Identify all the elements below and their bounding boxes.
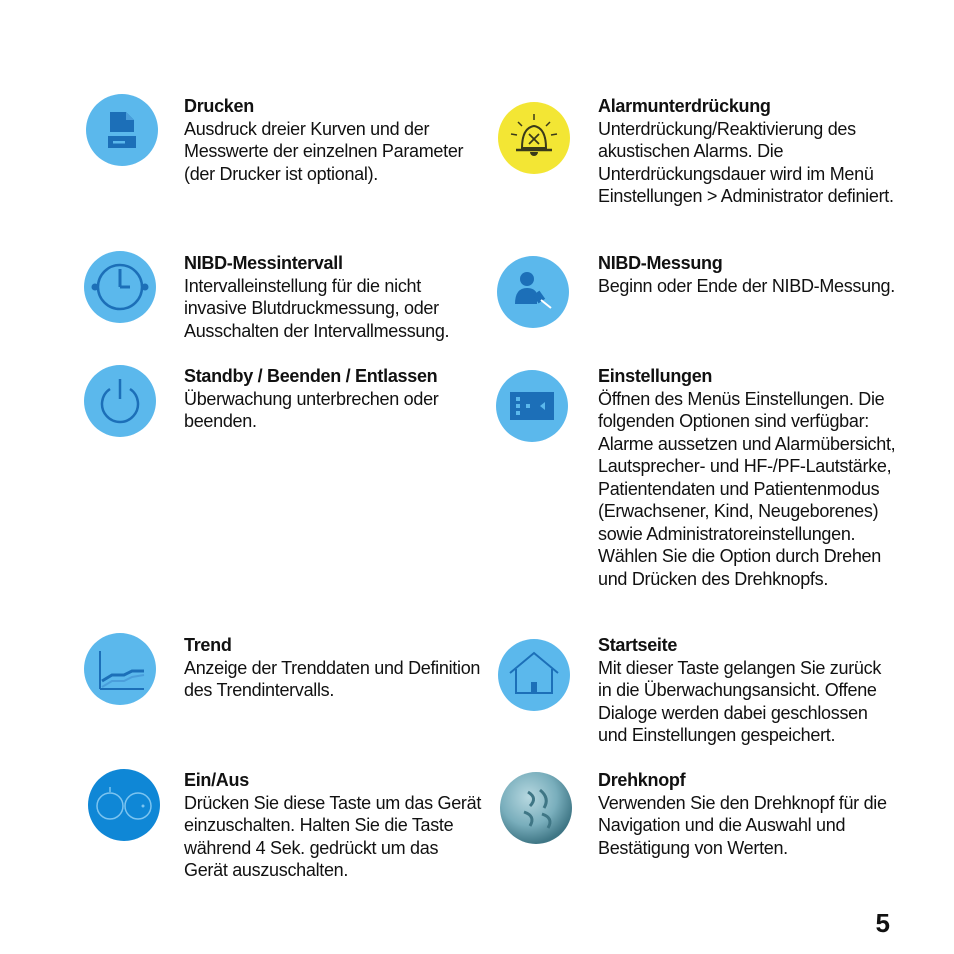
item-title: NIBD-Messintervall: [184, 253, 343, 273]
item-title: Drehknopf: [598, 770, 686, 790]
nibp-measure-icon: [497, 256, 569, 328]
interval-clock-icon: [84, 251, 156, 323]
item-description: Ausdruck dreier Kurven und der Messwerte der einzelnen Parameter (der Drucker ist optional).: [184, 118, 464, 184]
item-title: Standby / Beenden / Entlassen: [184, 366, 438, 386]
item-description: Intervalleinstellung für die nicht invasive Blutdruckmessung, oder Ausschalten der Intervallmessung.: [184, 275, 450, 341]
printer-icon: [86, 94, 158, 166]
on-off-icon: [88, 769, 160, 841]
item-title: Startseite: [598, 635, 678, 655]
power-standby-icon: [84, 365, 156, 437]
item-title: Drucken: [184, 96, 254, 116]
item-description: Mit dieser Taste gelangen Sie zurück in die Überwachungsansicht. Offene Dialoge werden dabei geschlossen und Einstellungen gespeichert.: [598, 657, 882, 745]
page-number: 5: [875, 908, 890, 938]
item-description: Überwachung unterbrechen oder beenden.: [184, 388, 439, 431]
item-description: Anzeige der Trenddaten und Definition des Trendintervalls.: [184, 657, 481, 700]
item-title: NIBD-Messung: [598, 253, 723, 273]
item-title: Einstellungen: [598, 366, 713, 386]
settings-menu-icon: [496, 370, 568, 442]
item-description: Drücken Sie diese Taste um das Gerät einzuschalten. Halten Sie die Taste während 4 Sek. gedrückt um das Gerät auszuschalten.: [184, 792, 482, 880]
rotary-knob-icon: [500, 772, 572, 844]
home-icon: [498, 639, 570, 711]
item-description: Verwenden Sie den Drehknopf für die Navigation und die Auswahl und Bestätigung von Werten.: [598, 792, 887, 858]
item-title: Alarmunterdrückung: [598, 96, 771, 116]
alarm-silence-icon: [498, 102, 570, 174]
item-title: Trend: [184, 635, 232, 655]
item-description: Öffnen des Menüs Einstellungen. Die folgenden Optionen sind verfügbar: Alarme aussetzen und Alarmübersicht, Lautsprecher- und HF-/PF-Lautstärke, Patientendaten und Patientenmodus (Erwachsener, Kind, Neugeborenes) sowie Administratoreinstellungen. Wählen Sie die Option durch Drehen und Drücken des Drehknopfs.: [598, 388, 896, 589]
item-description: Unterdrückung/Reaktivierung des akustischen Alarms. Die Unterdrückungsdauer wird im Menü Einstellungen > Administrator definiert.: [598, 118, 894, 206]
item-title: Ein/Aus: [184, 770, 249, 790]
item-description: Beginn oder Ende der NIBD-Messung.: [598, 275, 895, 296]
trend-chart-icon: [84, 633, 156, 705]
